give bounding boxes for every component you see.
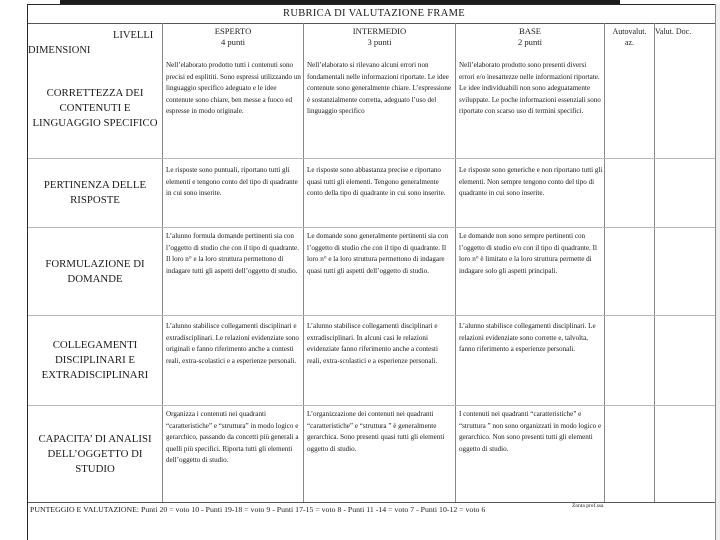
level-points: 2 punti xyxy=(517,37,543,47)
desc-esperto: L’alunno formula domande pertinenti sia con l’oggetto di studio che con il tipo di quadrante. Il loro n° e la loro struttura permettono di indagare tutti gli aspetti dell’oggetto di studio. xyxy=(166,232,299,275)
header-base xyxy=(456,26,604,48)
desc-esperto: Le risposte sono puntuali, riportano tutti gli elementi e tengono conto del tipo di quadrante in cui sono inserite. xyxy=(166,166,298,198)
rubric-title: RUBRICA DI VALUTAZIONE FRAME xyxy=(28,5,720,24)
desc-esperto: Nell’elaborato prodotto tutti i contenuti sono precisi ed esplititi. Sono espressi utilizzando un linguaggio specifico adeguato e le idee contenute sono chiare, ben messe a fuoco ed espresse in modo originale. xyxy=(166,61,301,116)
column-divider xyxy=(604,23,605,502)
signature: Zonta prof.ssa xyxy=(572,503,604,509)
right-edge-strip xyxy=(715,4,720,540)
desc-intermedio: Le risposte sono abbastanza precise e riportano quasi tutti gli elementi. Tengono generalmente conto della tipo di quadrante in cui sono inserite. xyxy=(307,166,446,198)
criterion-collegamenti: COLLEGAMENTI DISCIPLINARI E EXTRADISCIPLINARI xyxy=(41,339,149,381)
row-divider xyxy=(28,158,720,159)
level-points: 3 punti xyxy=(367,37,392,47)
score-legend: PUNTEGGIO E VALUTAZIONE: Punti 20 = voto 10 - Punti 19-18 = voto 9 - Punti 17-15 = voto 8 - Punti 11 -14 = voto 7 - Punti 10-12 = voto 6 xyxy=(30,505,486,514)
header-valutazione-docente xyxy=(655,26,717,37)
level-name: ESPERTO xyxy=(214,26,252,36)
criterion-formulazione: FORMULAZIONE DI DOMANDE xyxy=(45,257,145,285)
row-divider xyxy=(28,405,720,406)
desc-esperto: Organizza i contenuti nei quadranti “caratteristiche” e “struttura” in modo logico e gerarchico, passando da concetti più generali a quelli più specifici. Riporta tutti gli elementi dell’oggetto di studio. xyxy=(166,410,299,465)
desc-intermedio: Le domande sono generalmente pertinenti sia con l’oggetto di studio che con il tipo di quadrante. Il loro n° e la loro struttura permettono di indagare quasi tutti gli aspetti dell’oggetto di studio. xyxy=(307,232,449,275)
row-divider xyxy=(28,227,720,228)
desc-base: L’alunno stabilisce collegamenti disciplinari. Le relazioni evidenziate sono corrette e, talvolta, fanno riferimento a esperienze personali. xyxy=(459,322,596,354)
desc-base: Le risposte sono generiche e non riportano tutti gli elementi. Non sempre tengono conto del tipo di quadrante in cui sono inserite. xyxy=(459,166,603,198)
desc-base: Nell’elaborato prodotto sono presenti diversi errori e/o inesattezze nelle informazioni riportate. Le idee individuabili non sono adeguatamente sviluppate. Le poche informazioni essenziali sono riportate con scarso uso di termini specifici. xyxy=(459,61,601,116)
desc-intermedio: Nell’elaborato si rilevano alcuni errori non fondamentali nelle informazioni riportate. Le idee contenute sono generalmente chiare. L’espressione è sostanzialmente corretta, adeguato l’uso del linguaggio specifico xyxy=(307,61,452,116)
level-name: Valut. Doc. xyxy=(655,27,692,36)
header-intermedio xyxy=(304,26,455,48)
levels-dimensions-header xyxy=(28,23,162,57)
dimensions-label: DIMENSIONI xyxy=(28,45,91,56)
desc-base: Le domande non sono sempre pertinenti con l’oggetto di studio e/o con il tipo di quadrante. Il loro n° è limitato e la loro struttura permette di indagare solo gli aspetti principali. xyxy=(459,232,597,275)
levels-label: LIVELLI xyxy=(113,30,154,41)
criterion-pertinenza: PERTINENZA DELLE RISPOSTE xyxy=(43,179,147,206)
header-autovalutazione xyxy=(605,26,654,48)
desc-intermedio: L’alunno stabilisce collegamenti disciplinari e extradisciplinari. In alcuni casi le relazioni evidenziate fanno riferimento anche a contesti reali, extra-scolastici e a esperienze personali. xyxy=(307,322,438,365)
row-divider xyxy=(28,315,720,316)
desc-intermedio: L’organizzazione dei contenuti nei quadranti “caratteristiche” e “struttura ” è generalmente gerarchica. Sono presenti quasi tutti gli elementi oggetto di studio. xyxy=(307,410,445,453)
header-esperto xyxy=(163,26,303,48)
rubric-table xyxy=(27,4,720,540)
criterion-capacita-analisi: CAPACITA’ DI ANALISI DELL’OGGETTO DI STUDIO xyxy=(38,432,152,475)
column-divider xyxy=(654,23,655,502)
criterion-correttezza: CORRETTEZZA DEI CONTENUTI E LINGUAGGIO SPECIFICO xyxy=(32,86,158,129)
level-name: INTERMEDIO xyxy=(352,26,407,36)
level-points: 4 punti xyxy=(220,37,246,47)
desc-base: I contenuti nei quadranti “caratteristiche” e “struttura ” non sono organizzati in modo logico e gerarchico. Non sono presenti tutti gli elementi oggetto di studio. xyxy=(459,410,602,453)
level-name: Autovalut. xyxy=(612,27,647,36)
level-name: BASE xyxy=(519,26,541,36)
level-points: az. xyxy=(624,38,635,47)
desc-esperto: L’alunno stabilisce collegamenti disciplinari e extradisciplinari. Le relazioni evidenziate sono originali e fanno riferimento anche a contesti reali, extra-scolastici e a esperienze personali. xyxy=(166,322,299,365)
